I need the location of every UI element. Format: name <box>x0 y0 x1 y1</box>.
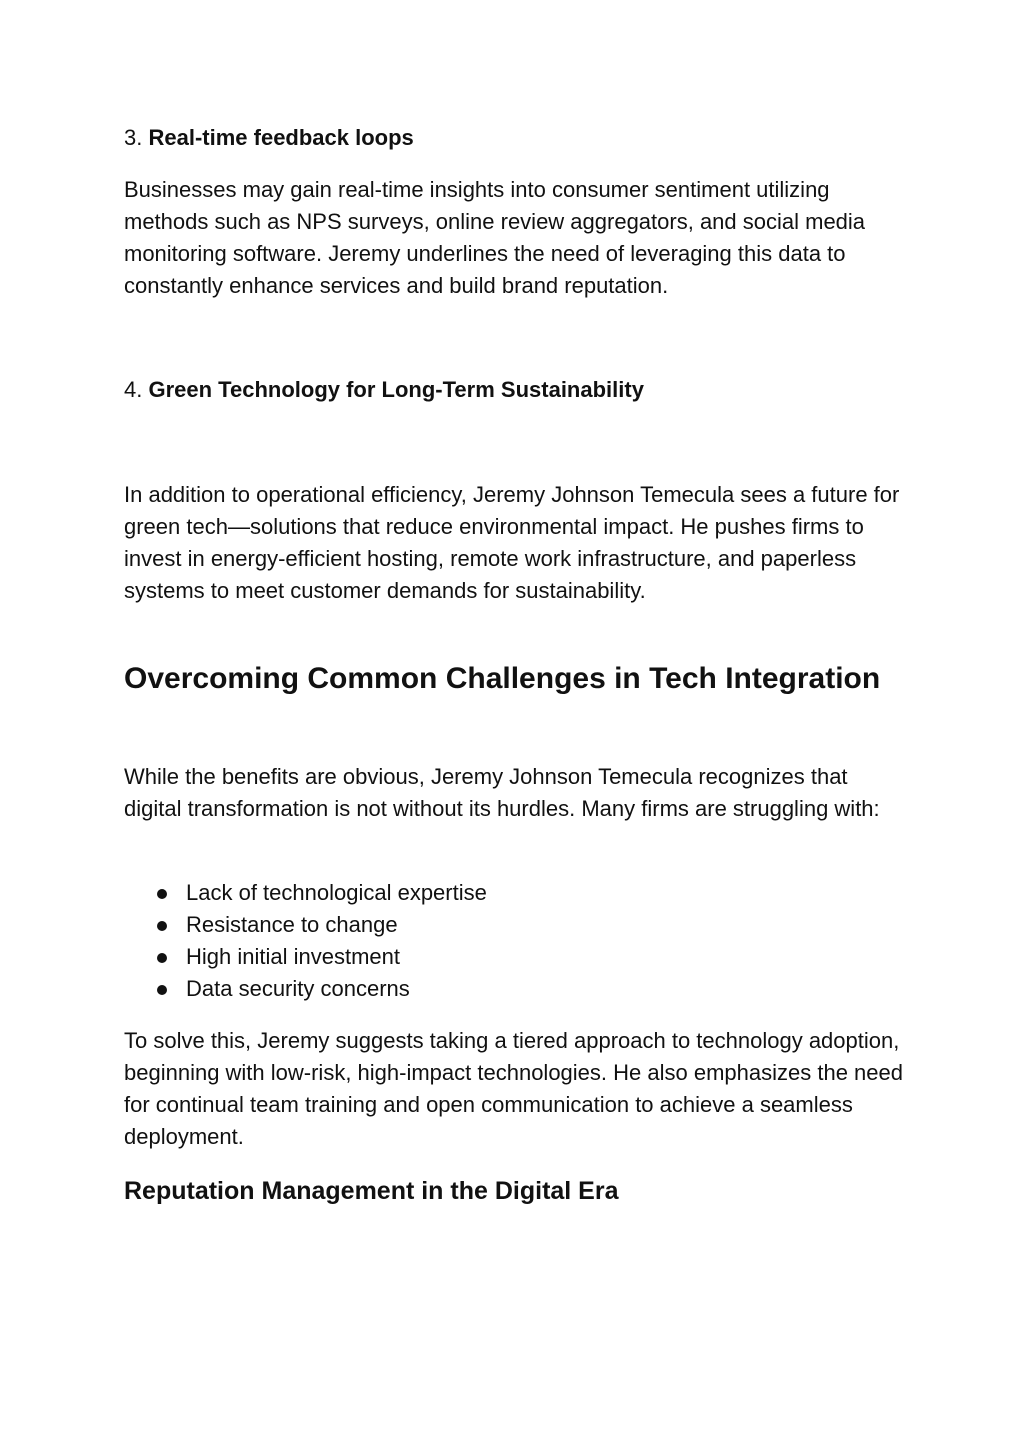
list-item: Resistance to change <box>124 909 487 941</box>
item-4-body: In addition to operational efficiency, Jeremy Johnson Temecula sees a future for green tech—solutions that reduce environmental impact. He pushes firms to invest in energy-efficient hosting, remote work infrastructure, and paperless systems to meet customer demands for sustainability. <box>124 482 900 603</box>
challenges-list <box>124 877 487 1005</box>
bullet-icon <box>157 921 167 931</box>
item-3-title: Real-time feedback loops <box>148 125 414 150</box>
bullet-icon <box>157 985 167 995</box>
challenges-heading: Overcoming Common Challenges in Tech Integration <box>124 662 881 695</box>
bullet-icon <box>157 953 167 963</box>
item-4-number: 4. <box>124 377 143 402</box>
list-item: High initial investment <box>124 941 487 973</box>
item-3-heading <box>124 123 414 153</box>
item-4-title: Green Technology for Long-Term Sustainability <box>148 377 644 402</box>
list-item: Lack of technological expertise <box>124 877 487 909</box>
reputation-heading: Reputation Management in the Digital Era <box>124 1177 619 1205</box>
list-item: Data security concerns <box>124 973 487 1005</box>
challenges-conclusion: To solve this, Jeremy suggests taking a tiered approach to technology adoption, beginning with low-risk, high-impact technologies. He also emphasizes the need for continual team training and open communication to achieve a seamless deployment. <box>124 1028 903 1149</box>
bullet-icon <box>157 889 167 899</box>
item-4-heading <box>124 375 644 405</box>
challenges-intro: While the benefits are obvious, Jeremy Johnson Temecula recognizes that digital transformation is not without its hurdles. Many firms are struggling with: <box>124 764 880 821</box>
item-3-number: 3. <box>124 125 143 150</box>
item-3-body: Businesses may gain real-time insights into consumer sentiment utilizing methods such as NPS surveys, online review aggregators, and social media monitoring software. Jeremy underlines the need of leveraging this data to constantly enhance services and build brand reputation. <box>124 177 866 298</box>
